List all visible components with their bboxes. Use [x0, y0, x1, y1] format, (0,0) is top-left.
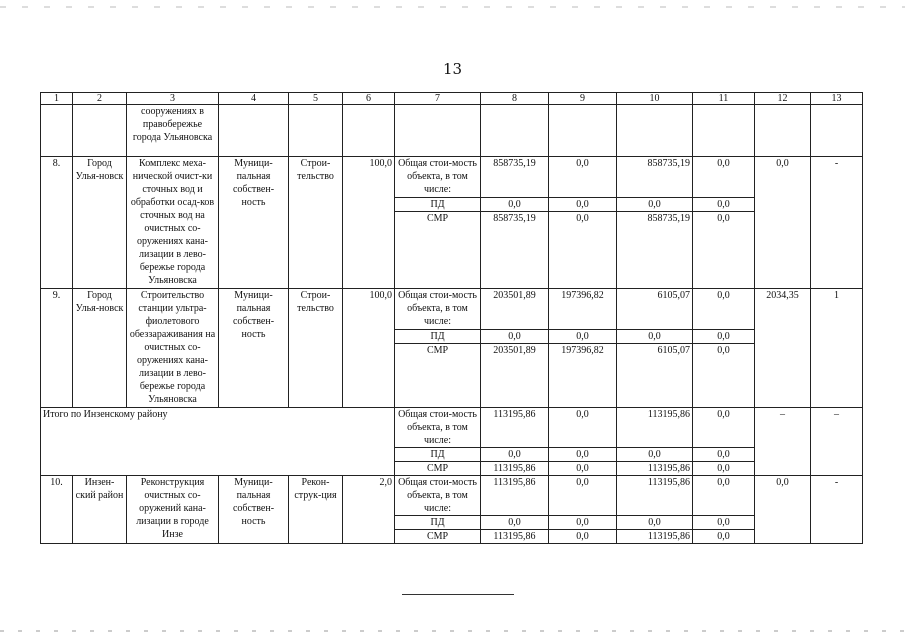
total-title: Итого по Инзенскому району — [41, 408, 395, 476]
cell-value: 0,0 — [693, 344, 755, 408]
cell-value: 0,0 — [481, 448, 549, 462]
cell-value: 858735,19 — [617, 157, 693, 198]
cell-value: 0,0 — [693, 516, 755, 530]
col-header: 8 — [481, 93, 549, 105]
cell-value: 858735,19 — [481, 212, 549, 289]
scan-artifact-bottom — [0, 630, 905, 632]
cell-value: 0,0 — [549, 516, 617, 530]
table-row — [41, 476, 863, 516]
cell-value: 113195,86 — [617, 462, 693, 476]
row-number: 10. — [41, 476, 73, 544]
readiness-percent: 100,0 — [343, 157, 395, 289]
col-header: 7 — [395, 93, 481, 105]
cell-value: 1 — [811, 289, 863, 408]
cell-value: 858735,19 — [617, 212, 693, 289]
cell-value: 0,0 — [693, 476, 755, 516]
cell-value: 0,0 — [481, 330, 549, 344]
cell-value: 0,0 — [693, 157, 755, 198]
cell-value: 113195,86 — [617, 476, 693, 516]
cell-value: 0,0 — [693, 530, 755, 544]
cell-value: 0,0 — [693, 198, 755, 212]
cell-value: 0,0 — [693, 408, 755, 448]
investment-table — [40, 92, 863, 544]
cell-value: 113195,86 — [481, 530, 549, 544]
col-header: 3 — [127, 93, 219, 105]
table-row — [41, 105, 863, 157]
pd-label: ПД — [395, 448, 481, 462]
col-header: 6 — [343, 93, 395, 105]
col-header: 12 — [755, 93, 811, 105]
cell-value: - — [811, 476, 863, 544]
cell-value: 0,0 — [755, 157, 811, 289]
cell-value: 0,0 — [617, 198, 693, 212]
cell-value: 0,0 — [755, 476, 811, 544]
readiness-percent: 2,0 — [343, 476, 395, 544]
cell-value: 0,0 — [693, 448, 755, 462]
cell-value: 0,0 — [617, 448, 693, 462]
cost-label: Общая стои-мость объекта, в том числе: — [395, 157, 481, 198]
cell-value: - — [811, 157, 863, 289]
cell-value: 203501,89 — [481, 344, 549, 408]
object-name: Строительство станции ультра-фиолетового обеззараживания на очистных со-оружениях кана-лизации в лево-бережье города Ульяновска — [127, 289, 219, 408]
ownership: Муници-пальная собствен-ность — [219, 157, 289, 289]
work-type: Рекон-струк-ция — [289, 476, 343, 544]
cost-label: Общая стои-мость объекта, в том числе: — [395, 476, 481, 516]
ownership: Муници-пальная собствен-ность — [219, 476, 289, 544]
column-number-row — [41, 93, 863, 105]
smr-label: СМР — [395, 212, 481, 289]
cell-value: 197396,82 — [549, 344, 617, 408]
col-header: 13 — [811, 93, 863, 105]
table-row — [41, 157, 863, 198]
row-number: 8. — [41, 157, 73, 289]
cell-value: 6105,07 — [617, 344, 693, 408]
cell-value: 0,0 — [549, 476, 617, 516]
smr-label: СМР — [395, 344, 481, 408]
work-type: Строи-тельство — [289, 157, 343, 289]
object-name: Реконструкция очистных со-оружений кана-лизации в городе Инзе — [127, 476, 219, 544]
smr-label: СМР — [395, 530, 481, 544]
location: Город Улья-новск — [73, 157, 127, 289]
location: Город Улья-новск — [73, 289, 127, 408]
object-name: Комплекс меха-нической очист-ки сточных вод и обработки осад-ков сточных вод на очистных со-оружениях кана-лизации в лево-бережье города Ульяновска — [127, 157, 219, 289]
col-header: 1 — [41, 93, 73, 105]
cell-value: 0,0 — [549, 448, 617, 462]
col-header: 4 — [219, 93, 289, 105]
cell-value: 0,0 — [693, 289, 755, 330]
col-header: 2 — [73, 93, 127, 105]
object-name: сооружениях в правобережье города Ульяновска — [127, 105, 219, 157]
cost-label: Общая стои-мость объекта, в том числе: — [395, 289, 481, 330]
col-header: 5 — [289, 93, 343, 105]
cell-value: 0,0 — [617, 330, 693, 344]
cell-value: – — [811, 408, 863, 476]
scan-artifact-top — [0, 6, 905, 8]
cell-value: – — [755, 408, 811, 476]
cell-value: 203501,89 — [481, 289, 549, 330]
work-type: Строи-тельство — [289, 289, 343, 408]
cell-value: 113195,86 — [481, 408, 549, 448]
cell-value: 2034,35 — [755, 289, 811, 408]
location: Инзен-ский район — [73, 476, 127, 544]
col-header: 11 — [693, 93, 755, 105]
pd-label: ПД — [395, 516, 481, 530]
row-number: 9. — [41, 289, 73, 408]
pd-label: ПД — [395, 198, 481, 212]
cell-value: 113195,86 — [481, 462, 549, 476]
cell-value: 858735,19 — [481, 157, 549, 198]
cell-value: 113195,86 — [617, 530, 693, 544]
cell-value: 197396,82 — [549, 289, 617, 330]
cell-value: 0,0 — [549, 157, 617, 198]
col-header: 9 — [549, 93, 617, 105]
cell-value: 0,0 — [693, 330, 755, 344]
pd-label: ПД — [395, 330, 481, 344]
cell-value: 0,0 — [481, 516, 549, 530]
cell-value: 0,0 — [549, 530, 617, 544]
cell-value: 0,0 — [549, 198, 617, 212]
cell-value: 0,0 — [481, 198, 549, 212]
readiness-percent: 100,0 — [343, 289, 395, 408]
col-header: 10 — [617, 93, 693, 105]
footnote-separator — [402, 594, 514, 595]
cell-value: 0,0 — [693, 212, 755, 289]
cell-value: 0,0 — [549, 462, 617, 476]
cell-value: 0,0 — [549, 408, 617, 448]
cost-label: Общая стои-мость объекта, в том числе: — [395, 408, 481, 448]
cell-value: 113195,86 — [481, 476, 549, 516]
ownership: Муници-пальная собствен-ность — [219, 289, 289, 408]
cell-value: 0,0 — [693, 462, 755, 476]
cell-value: 0,0 — [549, 212, 617, 289]
table-row-total — [41, 408, 863, 448]
cell-value: 0,0 — [617, 516, 693, 530]
cell-value: 113195,86 — [617, 408, 693, 448]
cell-value: 0,0 — [549, 330, 617, 344]
table-row — [41, 289, 863, 330]
page-number: 13 — [442, 60, 463, 78]
smr-label: СМР — [395, 462, 481, 476]
cell-value: 6105,07 — [617, 289, 693, 330]
